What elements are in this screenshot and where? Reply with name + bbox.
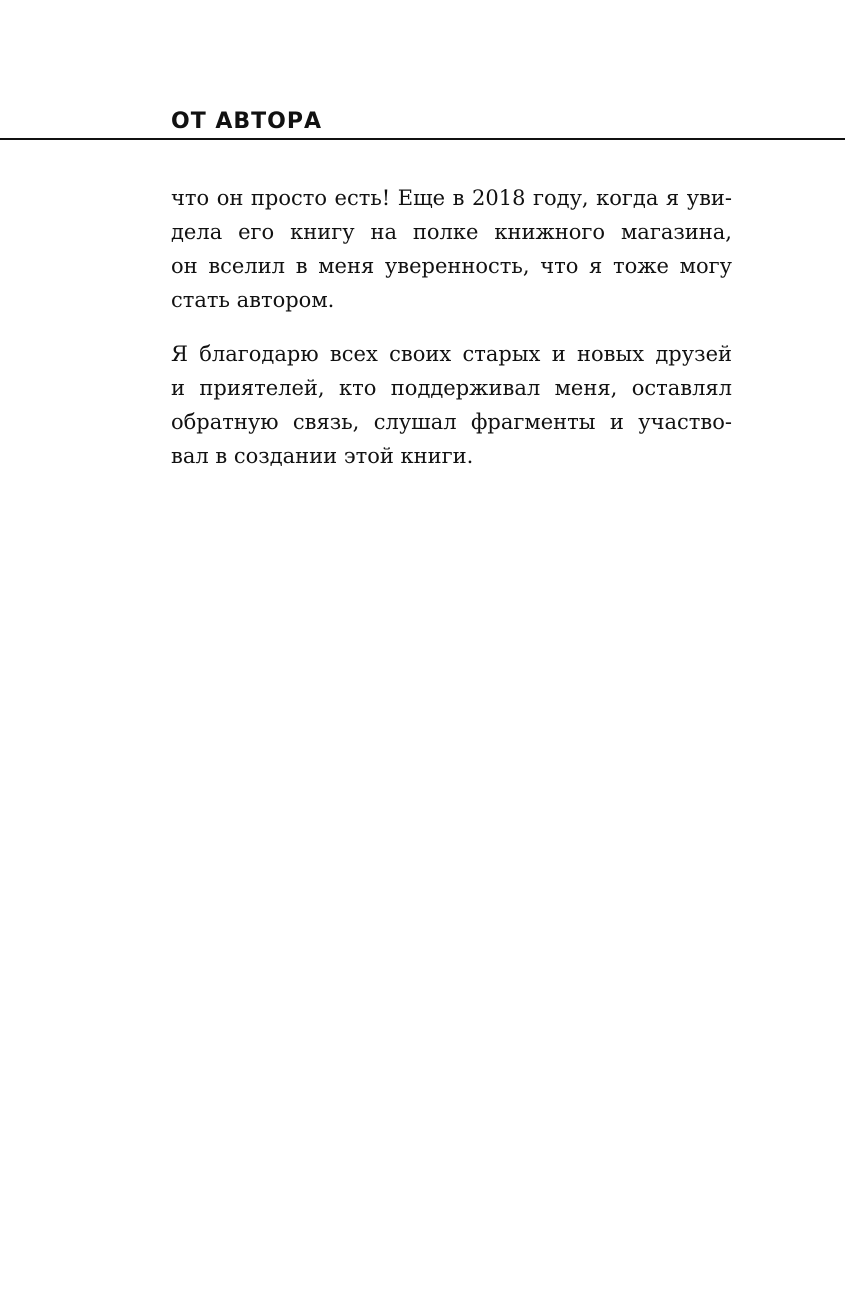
text-line: вал в создании этой книги.	[171, 444, 474, 468]
text-line: он вселил в меня уверенность, что я тоже могу	[171, 254, 732, 278]
text-line: и приятелей, кто поддерживал меня, оставлял	[171, 376, 732, 400]
text-line: Я благодарю всех своих старых и новых друзей	[171, 342, 732, 366]
paragraph-1	[171, 181, 732, 317]
text-line: обратную связь, слушал фрагменты и участво-	[171, 410, 732, 434]
text-line: дела его книгу на полке книжного магазина,	[171, 220, 732, 244]
running-head: ОТ АВТОРА	[171, 109, 323, 134]
text-line: что он просто есть! Еще в 2018 году, когда я уви-	[171, 186, 732, 210]
body-text	[171, 181, 732, 493]
header-rule	[0, 138, 845, 140]
paragraph-2	[171, 337, 732, 473]
text-line: стать автором.	[171, 288, 335, 312]
